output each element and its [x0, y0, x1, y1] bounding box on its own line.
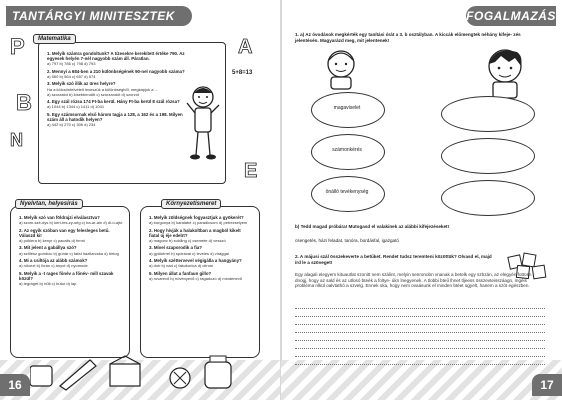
environment-questions: [149, 215, 249, 283]
equation-deco-1: 5+8=13: [232, 70, 253, 76]
grammar-questions: [19, 215, 123, 288]
writing-line[interactable]: [295, 308, 545, 309]
task-1b-word-list: csengetés, házi feladat, tanóra, bordásfal, igazgató: [295, 238, 399, 243]
answer-cloud-3[interactable]: [441, 180, 535, 216]
answer-cloud-2[interactable]: [441, 138, 535, 174]
right-page: [281, 0, 562, 400]
environment-question-3: 3. Mivel szaporodik a fia? a) gyökérrel b) spórával c) leveles d) virággal: [149, 245, 229, 256]
writing-line[interactable]: [295, 316, 545, 317]
student-illustration: [185, 83, 221, 163]
environment-tag: Környezetismeret: [161, 199, 221, 209]
letter-deco-b: B: [16, 90, 32, 115]
math-question-2: 2. Mennyi a 684-ben a 210 különbségének 90-nel nagyobb száma? a) 560 b) 564 c) 657 d) 574: [47, 68, 185, 79]
grammar-question-2: 2. Az egyik szóban van egy felesleges betű. Válaszd ki! a) póklera b) kenyr c) pacalis d) fenni: [19, 227, 110, 243]
cloud-label-magaviselet: magaviselet: [333, 105, 361, 111]
writing-line[interactable]: [295, 332, 545, 333]
schoolboy-illustration: [481, 44, 529, 100]
math-question-3: 3. Melyik szó illik az üres helyre? Ha a kölcsönfelvételt leveszük a különbségből, megkapjuk a ... a) szorzatot b) kisebbendőt c) szorzandót d) szorzót: [47, 81, 158, 97]
math-question-4: 4. Egy szál rózsa 174 Ft-ba kerül. Hány Ft-ba kerül 8 szál rózsa? a) 1044 b) 1344 c) 1411 d) 1041: [47, 99, 180, 110]
toddler-illustration: [321, 46, 361, 90]
environment-question-5: 5. Milyen állat a fanfaun gillo? a) rovarevő b) növényevő c) ragadozó d) mindenevő: [149, 270, 242, 281]
writing-line[interactable]: [295, 340, 545, 341]
letter-deco-e: E: [244, 160, 258, 182]
cloud-label-onallo: önálló tevékenység: [325, 189, 369, 195]
left-banner: TANTÁRGYI MINITESZTEK: [6, 6, 192, 26]
right-banner: FOGALMAZÁS: [466, 6, 556, 26]
writing-line[interactable]: [295, 356, 545, 357]
grammar-question-4: 4. Mi a csiltója az alább számok? a) növezt b) Ikrán c) ányot d) nyomode: [19, 257, 88, 269]
writing-line[interactable]: [295, 324, 545, 325]
page-number-left: 16: [0, 374, 30, 396]
letter-deco-p: P: [10, 34, 25, 59]
writing-line[interactable]: [295, 364, 545, 365]
grammar-question-5: 5. Melyik a -t rages főnév a főnév- mill szavak közül? a) tegraget b) hűlt c) bútor d) lap: [19, 270, 114, 286]
math-questions: [47, 51, 187, 130]
grammar-question-3: 3. Mit jelent a gabállya szó? a) szőlész gombóc b) gúnár c) fafaI háztlarcska d) birtog: [19, 245, 119, 256]
environment-question-1: 1. Melyik zöldségnek fogyasztjuk a gyökerét? a) burgonya b) karalábé c) paradicsom d) petrezselyem: [149, 215, 248, 226]
math-question-5: 5. Egy számsornak első három tagja a 128, a 162 és a 198. Milyen szám áll a hatodik helyen? a) 442 b) 270 c) 306 d) 234: [47, 111, 183, 128]
task-2-instructions: 2. A májusi szál összekeverte a betűket. Rendet tudsz teremteni közöttük? Olvasd el, majd írd le a szöveget!: [295, 254, 492, 265]
math-tag: Matematika: [33, 34, 76, 44]
grammar-box: [10, 201, 130, 358]
grammar-tag: Nyelvtan, helyesírás: [15, 199, 83, 209]
grammar-question-1: 1. Melyik szó van földrajzi elválasztva? a) szom-szé-dys b) kert-fes-zy-ség c) ba-ar-ain d) di-ó-ajtó: [19, 215, 123, 226]
school-supplies-illustration: [30, 352, 250, 392]
math-question-1: 1. Melyik számra gondoltunk? A tízesekre kerekített értéke 790. Az egyesek helyén 7-nél nagyobb szám áll. Páratlan. a) 797 b) 786 c) 798 d) 793: [47, 51, 185, 67]
environment-box: [140, 201, 260, 358]
environment-question-2: 2. Hogy hívják a halakoltban a magból kikelt fiatal új éje edelrt? a) magonc b) suhång c) csemete d) vesszó: [149, 227, 241, 243]
task-1-instructions: 1. a) Az óvodások megkérték egy tanítási órát a 3. b osztályban. A kiccák előmengtek néhány kifeje- zés jelentésén. Magyarázd meg, mit jelentenek!: [295, 32, 521, 43]
page-number-right: 17: [532, 374, 562, 396]
scrambled-paragraph: Egy alagali elegyem kituautlat szonitt nem szálint, melyin senronobn vnanak a betelk egy szbzán, az elegyén fottosn dnogj, hogy az sald és az utlosó bteék a foltye- úkn lnegyenek. A tlobbi bteű lhnet tljeess összevteisszáagn, mgéis probléma nlkül oalvtathó a szvelg. Ennek oka, hogy nem ovaásunk el minden btéet ügyelt, hanem a szót egészben.: [295, 272, 532, 289]
cloud-label-szamonkeres: számonkérés: [332, 147, 362, 153]
stripe-decoration: [281, 360, 562, 400]
writing-line[interactable]: [295, 348, 545, 349]
environment-question-4: 4. Melyik széttervevel végigálla a hangyány? a) dob b) nád c) fakukorica d) citrom: [149, 257, 242, 269]
letter-deco-a: A: [238, 36, 253, 58]
math-box: [38, 36, 226, 184]
task-1b-instructions: b) Tedd magad próbára! Mutogasd el valakinek az alábbi kifejezéseket!: [295, 224, 450, 229]
answer-cloud-1[interactable]: [441, 96, 535, 132]
letter-deco-n: N: [10, 130, 23, 150]
